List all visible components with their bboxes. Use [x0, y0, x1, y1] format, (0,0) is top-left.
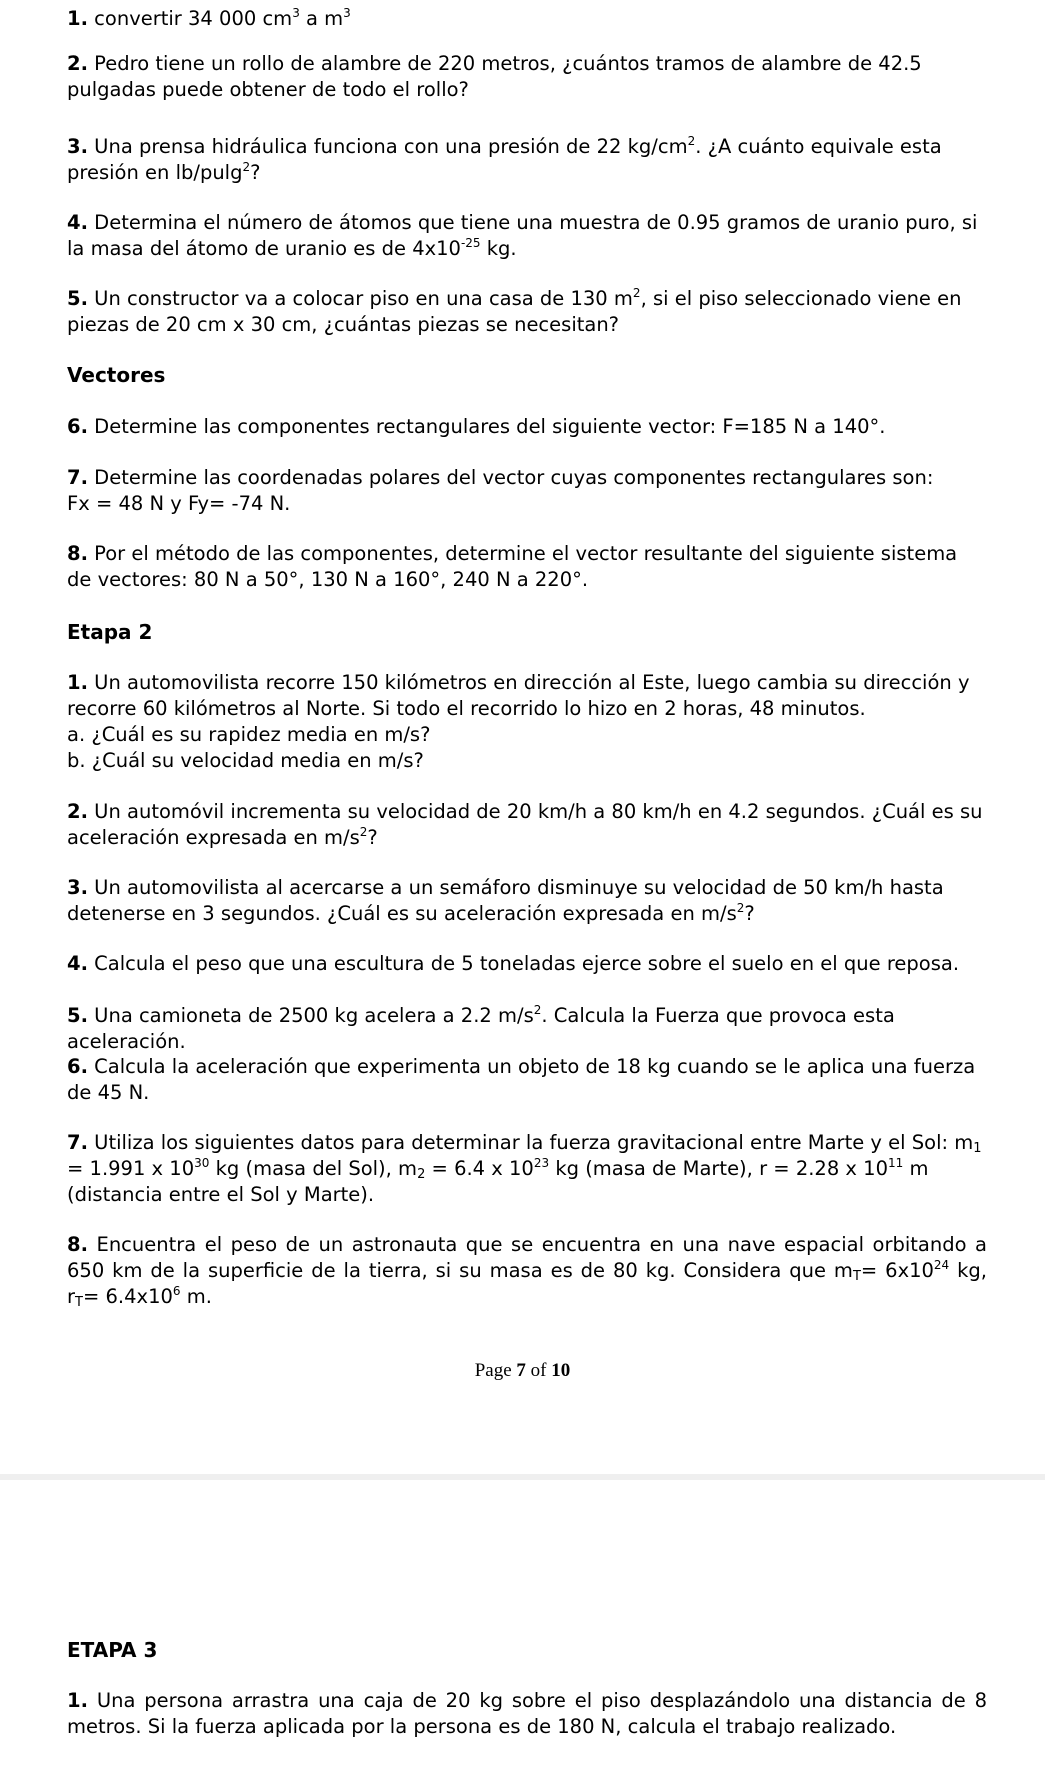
question-number: 1.: [67, 7, 88, 30]
section-heading-etapa-2: Etapa 2: [67, 620, 153, 644]
question-3: 3. Una prensa hidráulica funciona con una presión de 22 $kg/cm^2$. ¿A cuánto equivale esta presión en lb/pulg$^2$?: [67, 134, 942, 184]
etapa2-question-3: 3. Un automovilista al acercarse a un semáforo disminuye su velocidad de 50 km/h hasta detenerse en 3 segundos. ¿Cuál es su aceleración expresada en $m/s^2$?: [67, 876, 944, 925]
etapa2-question-5: 5. Una camioneta de 2500 kg acelera a 2.2 $m/s^2$. Calcula la Fuerza que provoca esta aceleración.: [67, 1003, 895, 1053]
question-2: 2. Pedro tiene un rollo de alambre de 220 metros, ¿cuántos tramos de alambre de 42.5 pulgadas puede obtener de todo el rollo?: [67, 52, 922, 101]
question-6: 6. Determine las componentes rectangulares del siguiente vector: F=185 N a 140°.: [67, 415, 886, 438]
etapa2-question-2: 2. Un automóvil incrementa su velocidad de 20 km/h a 80 km/h en 4.2 segundos. ¿Cuál es su aceleración expresada en $m/s^2$?: [67, 800, 983, 849]
question-1: 1. convertir 34 000 $cm^3$ a $m^3$: [67, 6, 351, 30]
question-7: 7. Determine las coordenadas polares del vector cuyas componentes rectangulares son: Fx = 48 N y Fy= -74 N.: [67, 466, 934, 515]
question-8: 8. Por el método de las componentes, determine el vector resultante del siguiente sistema de vectores: 80 N a 50°, 130 N a 160°, 240 N a 220°.: [67, 542, 958, 591]
page-divider: [0, 1474, 1045, 1480]
etapa2-question-8: 8. Encuentra el peso de un astronauta que se encuentra en una nave espacial orbitando a 650 km de la superficie de la tierra, si su masa es de 80 kg. Considera que $m_T= 6x10^{24}$ kg, $r_T= 6.4x10^6$ m.: [67, 1233, 988, 1310]
etapa2-question-7: 7. Utiliza los siguientes datos para determinar la fuerza gravitacional entre Marte y el Sol: $m_1 = 1.991$ x $10^{30}$ kg (masa del Sol), $m_2 = 6.4$ x $10^{23}$ kg (masa de Marte), r = 2.28 x $10^{11}$ m (distancia entre el Sol y Marte).: [67, 1131, 982, 1206]
total-page-number: 10: [551, 1360, 571, 1381]
section-heading-vectores: Vectores: [67, 363, 166, 387]
section-heading-etapa-3: ETAPA 3: [67, 1638, 158, 1662]
etapa2-question-4: 4. Calcula el peso que una escultura de 5 toneladas ejerce sobre el suelo en el que reposa.: [67, 952, 960, 975]
etapa2-question-1: 1. Un automovilista recorre 150 kilómetros en dirección al Este, luego cambia su dirección y recorre 60 kilómetros al Norte. Si todo el recorrido lo hizo en 2 horas, 48 minutos. a. ¿Cuál es su rapidez media en m/s? b. ¿Cuál su velocidad media en m/s?: [67, 671, 970, 772]
etapa2-question-6: 6. Calcula la aceleración que experimenta un objeto de 18 kg cuando se le aplica una fuerza de 45 N.: [67, 1055, 976, 1104]
current-page-number: 7: [516, 1360, 526, 1381]
page-footer: Page 7 of 10: [474, 1360, 571, 1381]
question-4: 4. Determina el número de átomos que tiene una muestra de 0.95 gramos de uranio puro, si la masa del átomo de uranio es de $4x10^{-25}$ kg.: [67, 211, 978, 260]
question-5: 5. Un constructor va a colocar piso en una casa de 130 $m^2$, si el piso seleccionado viene en piezas de 20 cm x 30 cm, ¿cuántas piezas se necesitan?: [67, 286, 962, 336]
etapa3-question-1: 1. Una persona arrastra una caja de 20 kg sobre el piso desplazándolo una distancia de 8 metros. Si la fuerza aplicada por la persona es de 180 N, calcula el trabajo realizado.: [67, 1689, 987, 1738]
